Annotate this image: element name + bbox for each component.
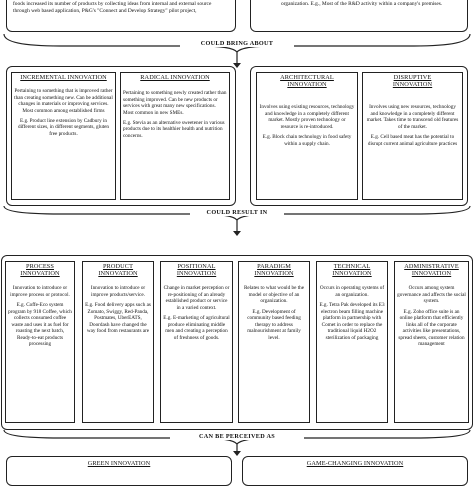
card-title: PRODUCT INNOVATION [98,263,138,278]
card-product-innovation [82,261,154,423]
card-incremental-innovation [11,72,116,200]
card-description: Involves using existing resources, technology and knowledge in a completely different market. Mostly proven technology or resource is re-introduced. [259,104,355,130]
card-description: Pertaining to something newly created rather than something improved. Can be new products or services with great many new specifications. Most common in new SMEs. [123,90,227,116]
card-title: ARCHITECTURAL INNOVATION [280,74,334,89]
card-example: E.g. Development of community based feeding therapy to address malnourishment at family level. [247,308,301,341]
card-example: E.g. Stevia as an alternative sweetener in various products due to its healthier health and nutrition concerns. [123,119,225,139]
card-title: DISRUPTIVE INNOVATION [392,74,433,89]
card-title: INCREMENTAL INNOVATION [20,74,107,81]
card-green-innovation [6,456,232,486]
card-technical-innovation [316,261,388,423]
card-title: POSITIONAL INNOVATION [176,263,217,278]
card-title: TECHNICAL INNOVATION [332,263,372,278]
card-example: E.g. Product line extension by Cadbury in different sizes, in different segments, gluten free products. [18,117,109,137]
card-title: RADICAL INNOVATION [140,74,210,81]
label-could-bring-about: COULD BRING ABOUT [180,40,294,47]
card-description: Involves using new resources, technology and knowledge in a completely different market. Takes time to transcend old features of the market. [366,104,459,130]
label-could-result-in: COULD RESULT IN [190,209,284,216]
card-example: E.g. E-marketing of agricultural produce eliminating middle men and creating a perception of freshness of goods. [163,315,230,341]
card-title: PROCESS INNOVATION [20,263,60,278]
card-description: Occurs among system governance and affects the social system. [397,285,466,305]
card-example: E.g. Block chain technology in food safety within a supply chain. [262,134,352,147]
card-example: E.g. Food delivery apps such as Zomato, Swiggy, Red-Panda, Postmates, UberEATS, Doordash have changed the way food from restaurants are [85,302,151,335]
card-game-changing-innovation [242,456,468,486]
card-description: Innovation to introduce or improve products/service. [90,285,146,298]
card-administrative-innovation [394,261,469,423]
top-left-box [6,0,236,32]
card-architectural-innovation [256,72,358,200]
top-right-text: organization. E.g., Most of the R&D activity within a company's premises. [281,1,443,7]
card-title: ADMINISTRATIVE INNOVATION [404,263,459,278]
top-right-box [250,0,468,32]
card-title: GAME-CHANGING INNOVATION [306,460,404,467]
card-paradigm-innovation [238,261,310,423]
card-disruptive-innovation [362,72,463,200]
card-process-innovation [5,261,75,423]
card-positional-innovation [160,261,233,423]
card-example: E.g. Coffe-Eco system program by 918 Coffee, which collects consumed coffee waste and uses it as fuel for roasting the next batch, Ready-to-eat products processing [8,302,72,347]
card-description: Innovation to introduce or improve process or protocol. [10,285,70,298]
card-example: E.g. Cell based meat has the potential to disrupt current animal agriculture practices [367,134,458,147]
card-example: E.g. Tetra Pak developed its E3 electron beam filling machine platform in partnership with Comet in order to replace the traditional liquid H2O2 sterilization of packaging [319,302,385,341]
card-example: E.g. Zoho office suite is an online platform that efficiently links all of the corporate activities like presentations, spread sheets, customer relation management [398,308,465,347]
top-left-text: foods increased its number of products by collecting ideas from internal and external source through web based application, P&G's "Connect and Develop Strategy" pilot project, [13,1,212,14]
label-can-be-perceived-as: CAN BE PERCEIVED AS [170,433,304,440]
card-radical-innovation [120,72,230,200]
card-description: Occurs in operating systems of an organization. [319,285,385,298]
card-description: Pertaining to something that is improved rather than creating something new. Can be additional changes in materials or improving services. Most common among established firms [14,88,113,114]
card-title: PARADIGM INNOVATION [254,263,294,278]
card-description: Change in market perception or re-positioning of an already established product or service in a varied context. [163,285,230,311]
card-description: Relates to what would be the model or objective of an organization. [243,285,305,305]
card-title: GREEN INNOVATION [87,460,151,467]
